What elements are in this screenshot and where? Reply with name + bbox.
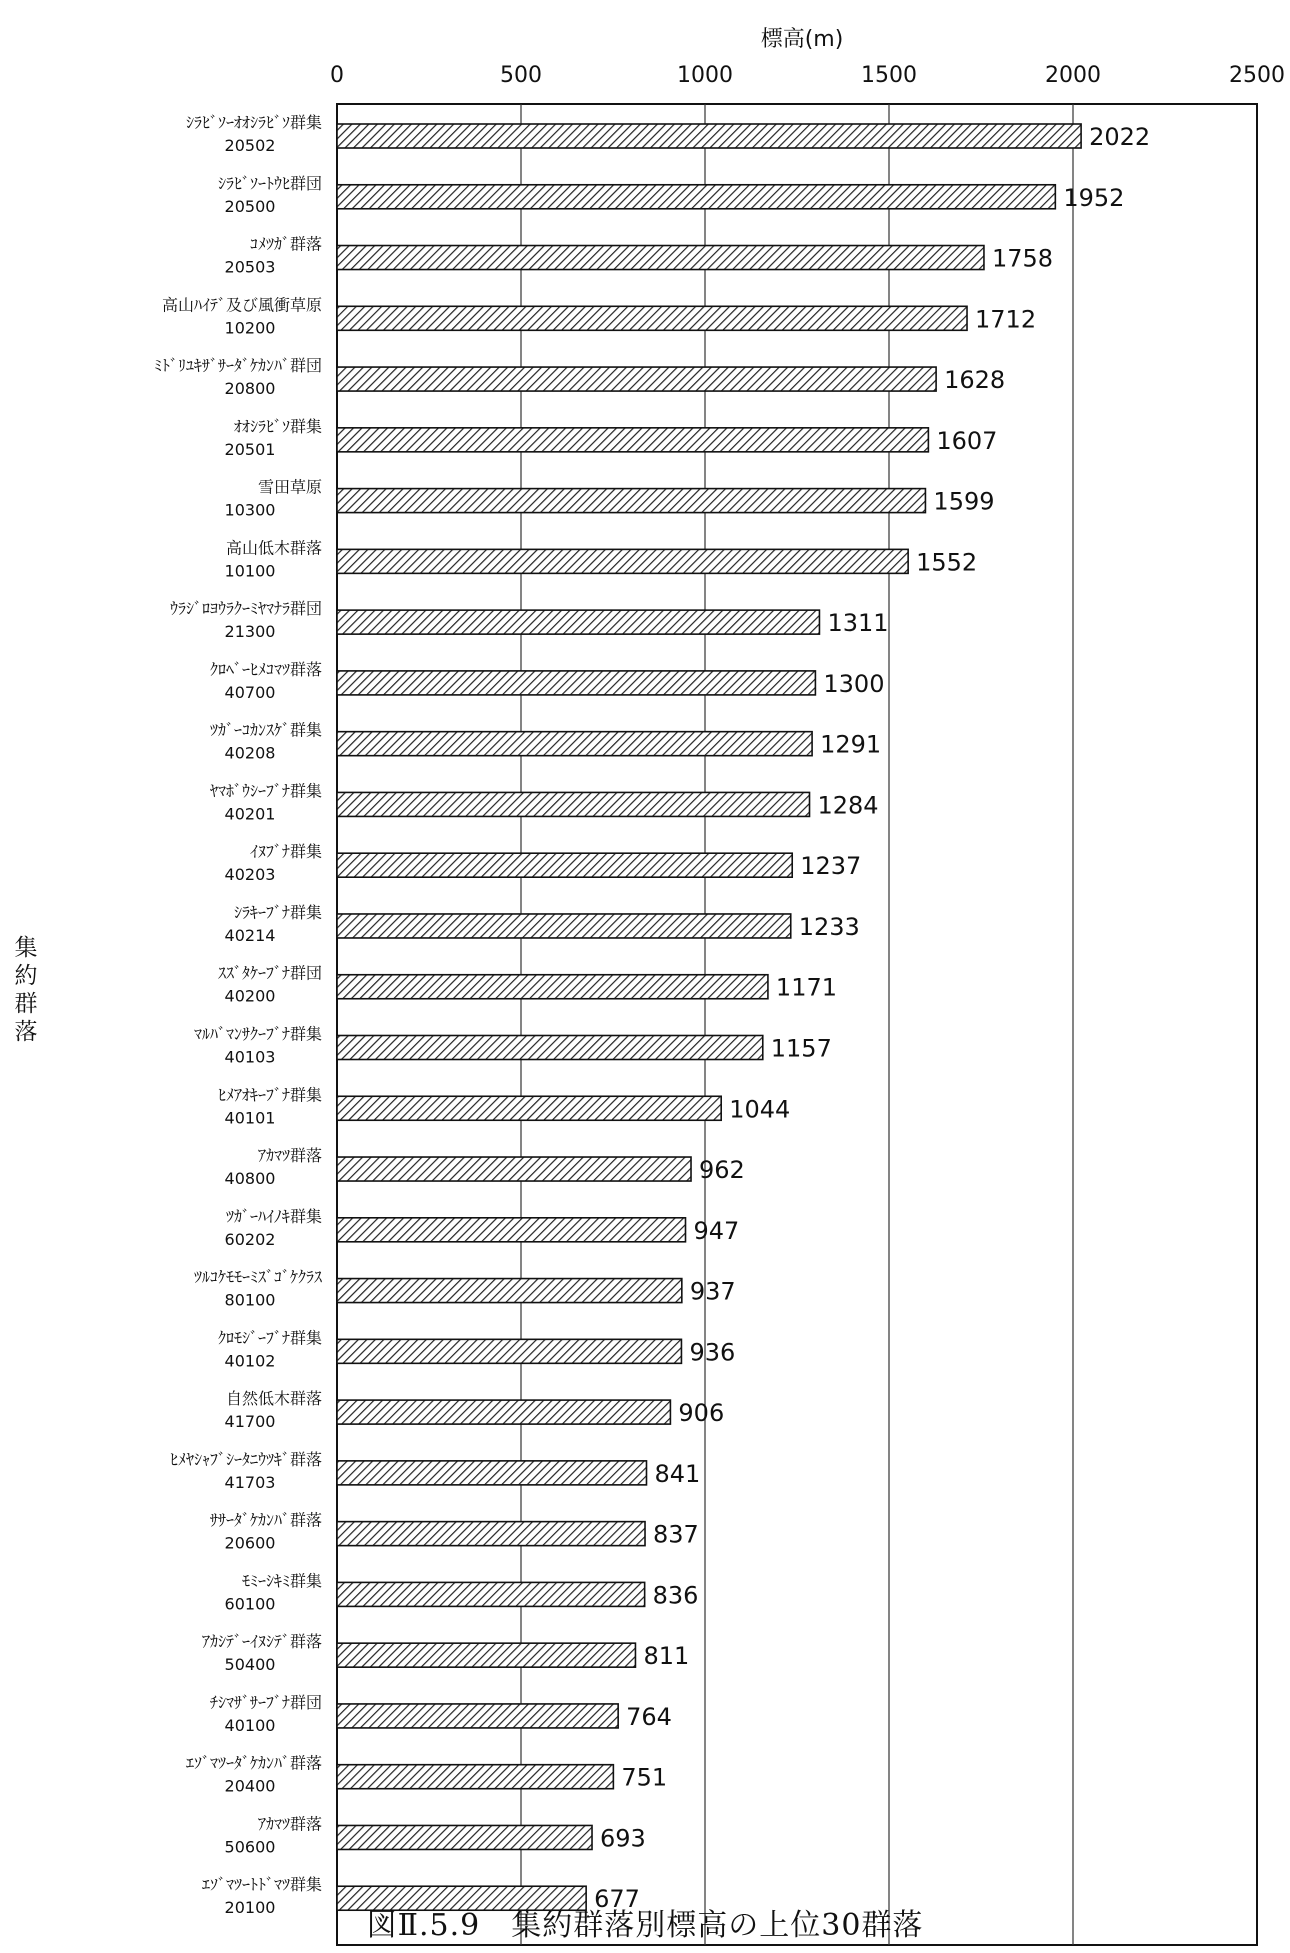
category-name: ﾔﾏﾎﾞｳｼｰﾌﾞﾅ群集 — [209, 781, 322, 801]
category-name: ﾂﾙｺｹﾓﾓｰﾐｽﾞｺﾞｹｸﾗｽ — [193, 1267, 322, 1287]
x-tick-label: 0 — [330, 63, 344, 88]
category-code: 10300 — [224, 500, 276, 520]
category-name: ｺﾒﾂｶﾞ群落 — [249, 234, 322, 254]
category-code: 20800 — [224, 379, 276, 399]
bar — [337, 1704, 618, 1728]
bar — [337, 1582, 645, 1606]
bar — [337, 610, 819, 634]
category-name: ﾂｶﾞｰｺｶﾝｽｹﾞ群集 — [209, 720, 322, 740]
bar — [337, 549, 908, 573]
category-name: ｵｵｼﾗﾋﾞｿ群集 — [233, 416, 322, 436]
value-label: 693 — [600, 1824, 646, 1853]
value-label: 751 — [621, 1763, 668, 1792]
bar — [337, 975, 768, 999]
category-code: 60100 — [224, 1594, 276, 1614]
category-name: ﾋﾒｱｵｷｰﾌﾞﾅ群集 — [217, 1085, 322, 1105]
x-tick-label: 1500 — [861, 63, 917, 88]
category-name: ｱｶｼﾃﾞｰｲﾇｼﾃﾞ群落 — [201, 1632, 322, 1652]
category-name: ﾏﾙﾊﾞﾏﾝｻｸｰﾌﾞﾅ群集 — [193, 1024, 322, 1044]
category-code: 41700 — [224, 1412, 276, 1432]
category-name: ｱｶﾏﾂ群落 — [257, 1146, 322, 1166]
bar — [337, 1339, 681, 1363]
category-code: 21300 — [224, 622, 276, 642]
bar — [337, 732, 812, 756]
category-code: 20400 — [224, 1776, 276, 1796]
bar — [337, 1522, 645, 1546]
category-code: 40101 — [224, 1108, 276, 1128]
category-name: ｱｶﾏﾂ群落 — [257, 1814, 322, 1834]
category-code: 40200 — [224, 986, 276, 1006]
bar — [337, 1279, 682, 1303]
category-name: 雪田草原 — [257, 477, 322, 497]
bar — [337, 1643, 635, 1667]
category-code: 10200 — [224, 318, 276, 338]
value-label: 841 — [654, 1459, 701, 1488]
value-label: 677 — [594, 1885, 640, 1914]
category-code: 20500 — [224, 196, 276, 216]
category-code: 40201 — [224, 804, 276, 824]
value-label: 1233 — [798, 912, 860, 941]
value-label: 1300 — [823, 669, 885, 698]
value-label: 1171 — [775, 973, 838, 1002]
bar — [337, 367, 936, 391]
category-name: ｸﾛﾍﾞｰﾋﾒｺﾏﾂ群落 — [209, 659, 322, 679]
bar — [337, 1400, 670, 1424]
category-code: 20600 — [224, 1533, 276, 1553]
category-code: 40800 — [224, 1169, 276, 1189]
bar — [337, 1765, 613, 1789]
category-code: 10100 — [224, 561, 276, 581]
value-label: 947 — [693, 1216, 740, 1245]
x-tick-label: 500 — [500, 63, 542, 88]
value-label: 1712 — [975, 305, 1037, 334]
value-label: 811 — [643, 1642, 690, 1671]
category-code: 40700 — [224, 682, 276, 702]
bar — [337, 853, 792, 877]
category-code: 41703 — [224, 1472, 276, 1492]
value-label: 1599 — [933, 487, 995, 516]
bar — [337, 1096, 721, 1120]
category-name: 高山低木群落 — [225, 538, 322, 558]
bar — [337, 489, 925, 513]
category-name: ｴｿﾞﾏﾂｰﾀﾞｹｶﾝﾊﾞ群落 — [185, 1753, 322, 1773]
bar — [337, 1461, 646, 1485]
value-label: 936 — [689, 1338, 736, 1367]
category-name: ﾐﾄﾞﾘﾕｷｻﾞｻｰﾀﾞｹｶﾝﾊﾞ群団 — [153, 356, 322, 376]
bar — [337, 428, 928, 452]
bar — [337, 1825, 592, 1849]
value-label: 764 — [626, 1702, 672, 1731]
category-code: 20501 — [224, 439, 276, 459]
value-label: 836 — [652, 1581, 699, 1610]
bar — [337, 792, 810, 816]
x-tick-label: 2000 — [1045, 63, 1101, 88]
category-name: ﾁｼﾏｻﾞｻｰﾌﾞﾅ群団 — [209, 1692, 322, 1712]
value-label: 962 — [699, 1156, 745, 1185]
category-labels — [154, 113, 322, 1917]
category-name: ｴｿﾞﾏﾂｰﾄﾄﾞﾏﾂ群集 — [201, 1875, 322, 1895]
x-axis-ticks — [330, 63, 1285, 88]
category-code: 50600 — [224, 1837, 276, 1857]
category-code: 20503 — [224, 257, 276, 277]
value-label: 1628 — [944, 366, 1006, 395]
category-code: 40208 — [224, 743, 276, 763]
category-name: ﾋﾒﾔｼｬﾌﾞｼｰﾀﾆｳﾂｷﾞ群落 — [169, 1449, 322, 1469]
bar — [337, 1218, 685, 1242]
category-name: ｻｻｰﾀﾞｹｶﾝﾊﾞ群落 — [209, 1510, 322, 1530]
value-label: 906 — [678, 1399, 725, 1428]
bar — [337, 246, 984, 270]
value-label: 1291 — [820, 730, 882, 759]
category-name: ﾓﾐｰｼｷﾐ群集 — [241, 1571, 322, 1591]
category-code: 40203 — [224, 865, 276, 885]
x-tick-label: 1000 — [677, 63, 733, 88]
category-name: ｼﾗｷｰﾌﾞﾅ群集 — [233, 902, 322, 922]
value-label: 1552 — [916, 548, 978, 577]
bar — [337, 1036, 763, 1060]
value-label: 837 — [653, 1520, 699, 1549]
y-axis-label: 集約群落 — [14, 935, 38, 1045]
x-axis-label: 標高(m) — [760, 27, 844, 52]
value-label: 1311 — [827, 609, 889, 638]
category-code: 40100 — [224, 1715, 276, 1735]
category-code: 20100 — [224, 1898, 276, 1918]
value-label: 1758 — [991, 244, 1054, 273]
bar — [337, 124, 1081, 148]
category-name: 自然低木群落 — [225, 1389, 322, 1409]
category-code: 80100 — [224, 1290, 276, 1310]
category-name: 高山ﾊｲﾃﾞ及び風衝草原 — [161, 295, 322, 315]
category-code: 20502 — [224, 136, 276, 155]
category-code: 40103 — [224, 1047, 276, 1067]
bar — [337, 914, 791, 938]
value-label: 1607 — [936, 426, 998, 455]
x-tick-label: 2500 — [1229, 63, 1285, 88]
value-label: 1044 — [729, 1095, 791, 1124]
bar — [337, 306, 967, 330]
category-name: ｼﾗﾋﾞｿｰｵｵｼﾗﾋﾞｿ群集 — [185, 113, 322, 132]
value-label: 2022 — [1089, 123, 1151, 151]
value-label: 937 — [689, 1277, 736, 1306]
bar — [337, 671, 815, 695]
category-code: 50400 — [224, 1655, 276, 1675]
bar — [337, 1157, 691, 1181]
value-label: 1237 — [800, 852, 862, 881]
value-label: 1952 — [1063, 183, 1125, 212]
bar — [337, 185, 1055, 209]
category-code: 40214 — [224, 925, 276, 945]
category-code: 60202 — [224, 1229, 276, 1249]
category-name: ｽｽﾞﾀｹｰﾌﾞﾅ群団 — [217, 963, 322, 983]
category-name: ｳﾗｼﾞﾛﾖｳﾗｸｰﾐﾔﾏﾅﾗ群団 — [169, 599, 322, 619]
category-name: ﾂｶﾞｰﾊｲﾉｷ群集 — [225, 1206, 322, 1226]
category-name: ｼﾗﾋﾞｿｰﾄｳﾋ群団 — [217, 173, 322, 193]
figure-caption: 図Ⅱ.5.9 集約群落別標高の上位30群落 — [366, 1908, 924, 1943]
value-label: 1157 — [770, 1034, 832, 1063]
value-label: 1284 — [817, 791, 879, 820]
category-name: ｲﾇﾌﾞﾅ群集 — [249, 842, 322, 862]
category-name: ｸﾛﾓｼﾞｰﾌﾞﾅ群集 — [217, 1328, 322, 1348]
category-code: 40102 — [224, 1351, 276, 1371]
